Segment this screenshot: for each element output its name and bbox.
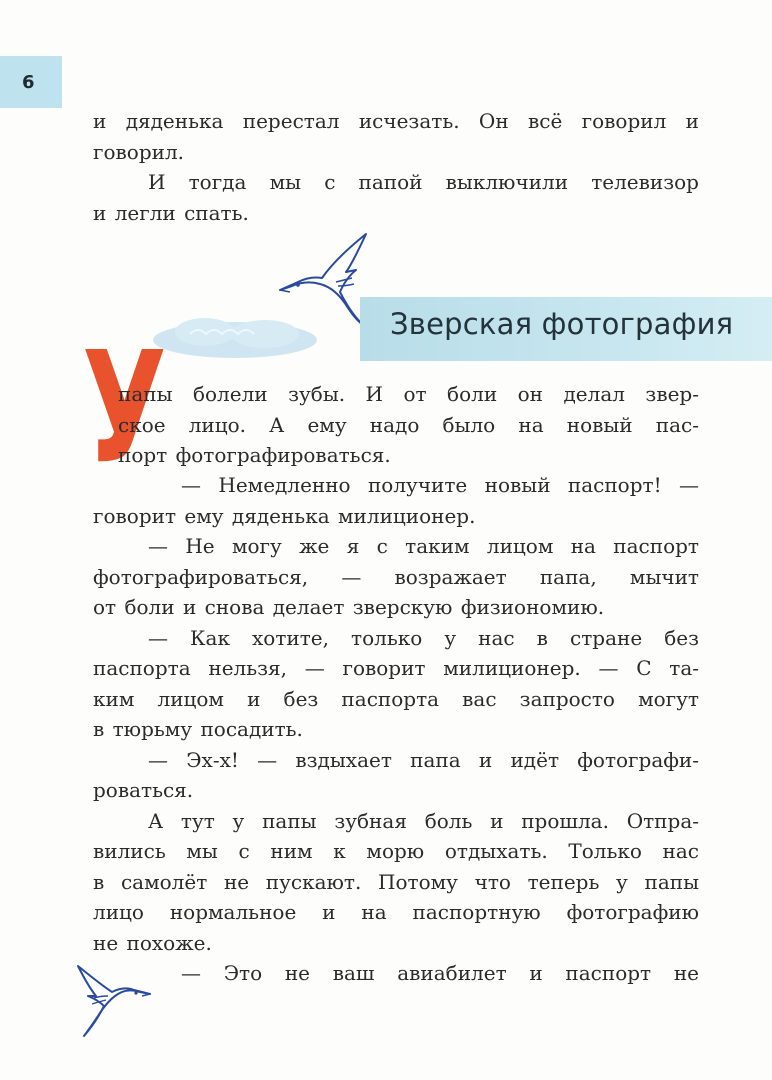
story-text-top: [118, 379, 699, 471]
text-line: от боли и снова делает зверскую физиономию.: [93, 595, 605, 619]
text-line: — Это не ваш авиабилет и паспорт не: [181, 961, 699, 985]
text-line: — Как хотите, только у нас в стране без: [148, 625, 699, 650]
text-line: не похоже.: [93, 930, 212, 955]
text-line: ское лицо. А ему надо было на новый пас-: [118, 412, 699, 437]
text-line: порт фотографироваться.: [118, 443, 391, 467]
text-line: вились мы с ним к морю отдыхать. Только нас: [93, 839, 699, 863]
swallow-bird-icon: [74, 962, 154, 1042]
text-line: и легли спать.: [93, 200, 249, 225]
text-line: — Эх-х! — вздыхает папа и идёт фотографи-: [148, 747, 699, 772]
story-text: [93, 470, 699, 989]
text-line: — Немедленно получите новый паспорт! —: [181, 473, 699, 497]
page-number: 6: [22, 72, 35, 93]
text-line: И тогда мы с папой выключили телевизор: [148, 170, 699, 194]
text-line: фотографироваться, — возражает папа, мычит: [93, 564, 699, 589]
text-line: папы болели зубы. И от боли он делал звер-: [118, 382, 699, 406]
text-line: роваться.: [93, 778, 194, 802]
svg-text:У: У: [82, 318, 167, 499]
text-line: говорит ему дяденька милиционер.: [93, 503, 476, 528]
text-line: в тюрьму посадить.: [93, 717, 303, 741]
text-line: и дяденька перестал исчезать. Он всё говорил и: [93, 109, 699, 133]
text-line: говорил.: [93, 139, 185, 164]
text-line: лицо нормальное и на паспортную фотографию: [93, 900, 699, 924]
section-title: Зверская фотография: [390, 307, 734, 341]
text-line: ким лицом и без паспорта вас запросто могут: [93, 686, 699, 711]
text-line: в самолёт не пускают. Потому что теперь у папы: [93, 869, 699, 894]
text-line: А тут у папы зубная боль и прошла. Отпра-: [148, 808, 699, 833]
text-line: паспорта нельзя, — говорит милиционер. — С та-: [93, 656, 699, 680]
top-text: [93, 106, 699, 228]
text-line: — Не могу же я с таким лицом на паспорт: [148, 534, 699, 558]
